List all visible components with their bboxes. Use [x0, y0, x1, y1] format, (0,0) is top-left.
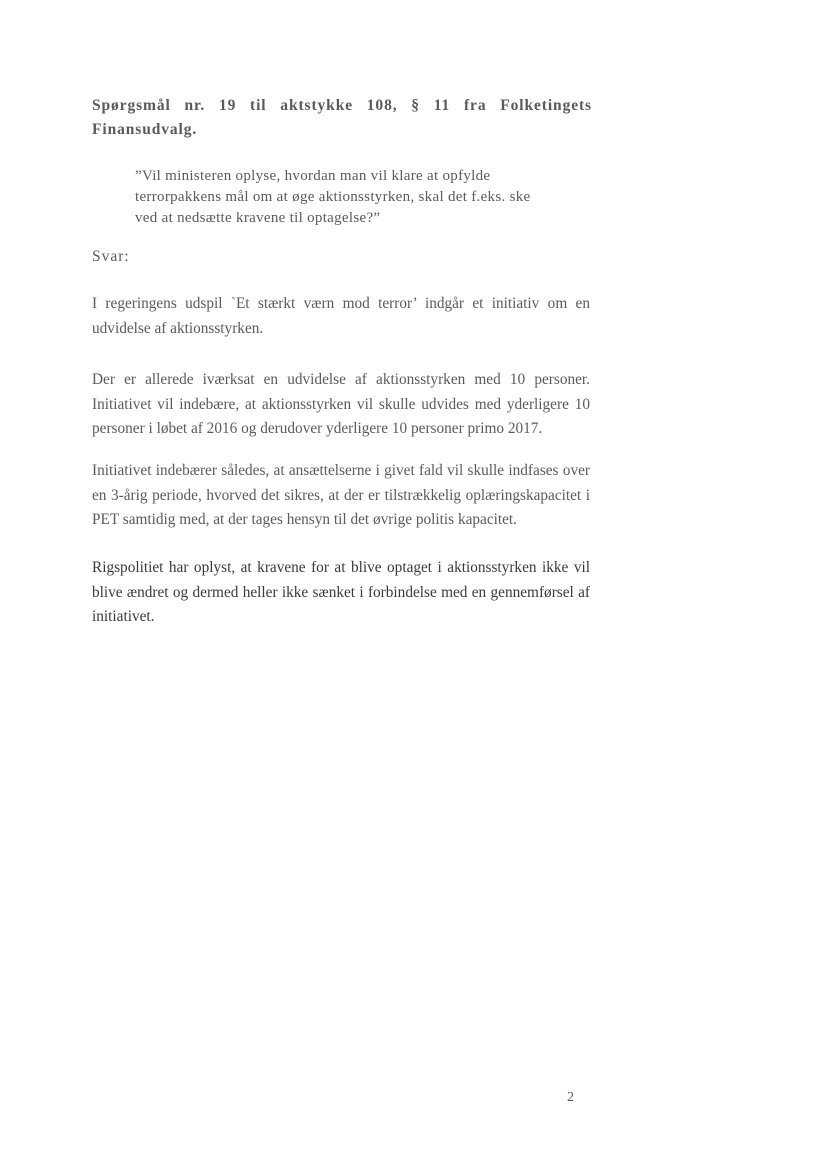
question-heading: Spørgsmål nr. 19 til aktstykke 108, § 11 fra Folketingets Finansudvalg.: [92, 97, 592, 138]
answer-paragraph-4: Rigspolitiet har oplyst, at kravene for at blive optaget i aktionsstyrken ikke vil blive ændret og dermed heller ikke sænket i forbindelse med en gennemførsel af initiativet.: [92, 559, 590, 625]
answer-paragraph-3: Initiativet indebærer således, at ansættelserne i givet fald vil skulle indfases over en 3-årig periode, hvorved det sikres, at der er tilstrækkelig oplæringskapacitet i PET samtidig med, at der tages hensyn til det øvrige politis kapacitet.: [92, 462, 590, 528]
question-quote: ”Vil ministeren oplyse, hvordan man vil klare at opfylde terrorpakkens mål om at øge aktionsstyrken, skal det f.eks. ske ved at nedsætte kravene til optagelse?”: [135, 168, 531, 226]
answer-label: Svar:: [92, 248, 130, 265]
page-number: 2: [567, 1090, 574, 1105]
answer-paragraph-1: I regeringens udspil `Et stærkt værn mod terror’ indgår et initiativ om en udvidelse af aktionsstyrken.: [92, 295, 590, 337]
answer-paragraph-2: Der er allerede iværksat en udvidelse af aktionsstyrken med 10 personer. Initiativet vil indebære, at aktionsstyrken vil skulle udvides med yderligere 10 personer i løbet af 2016 og derudover yderligere 10 personer primo 2017.: [92, 371, 590, 437]
